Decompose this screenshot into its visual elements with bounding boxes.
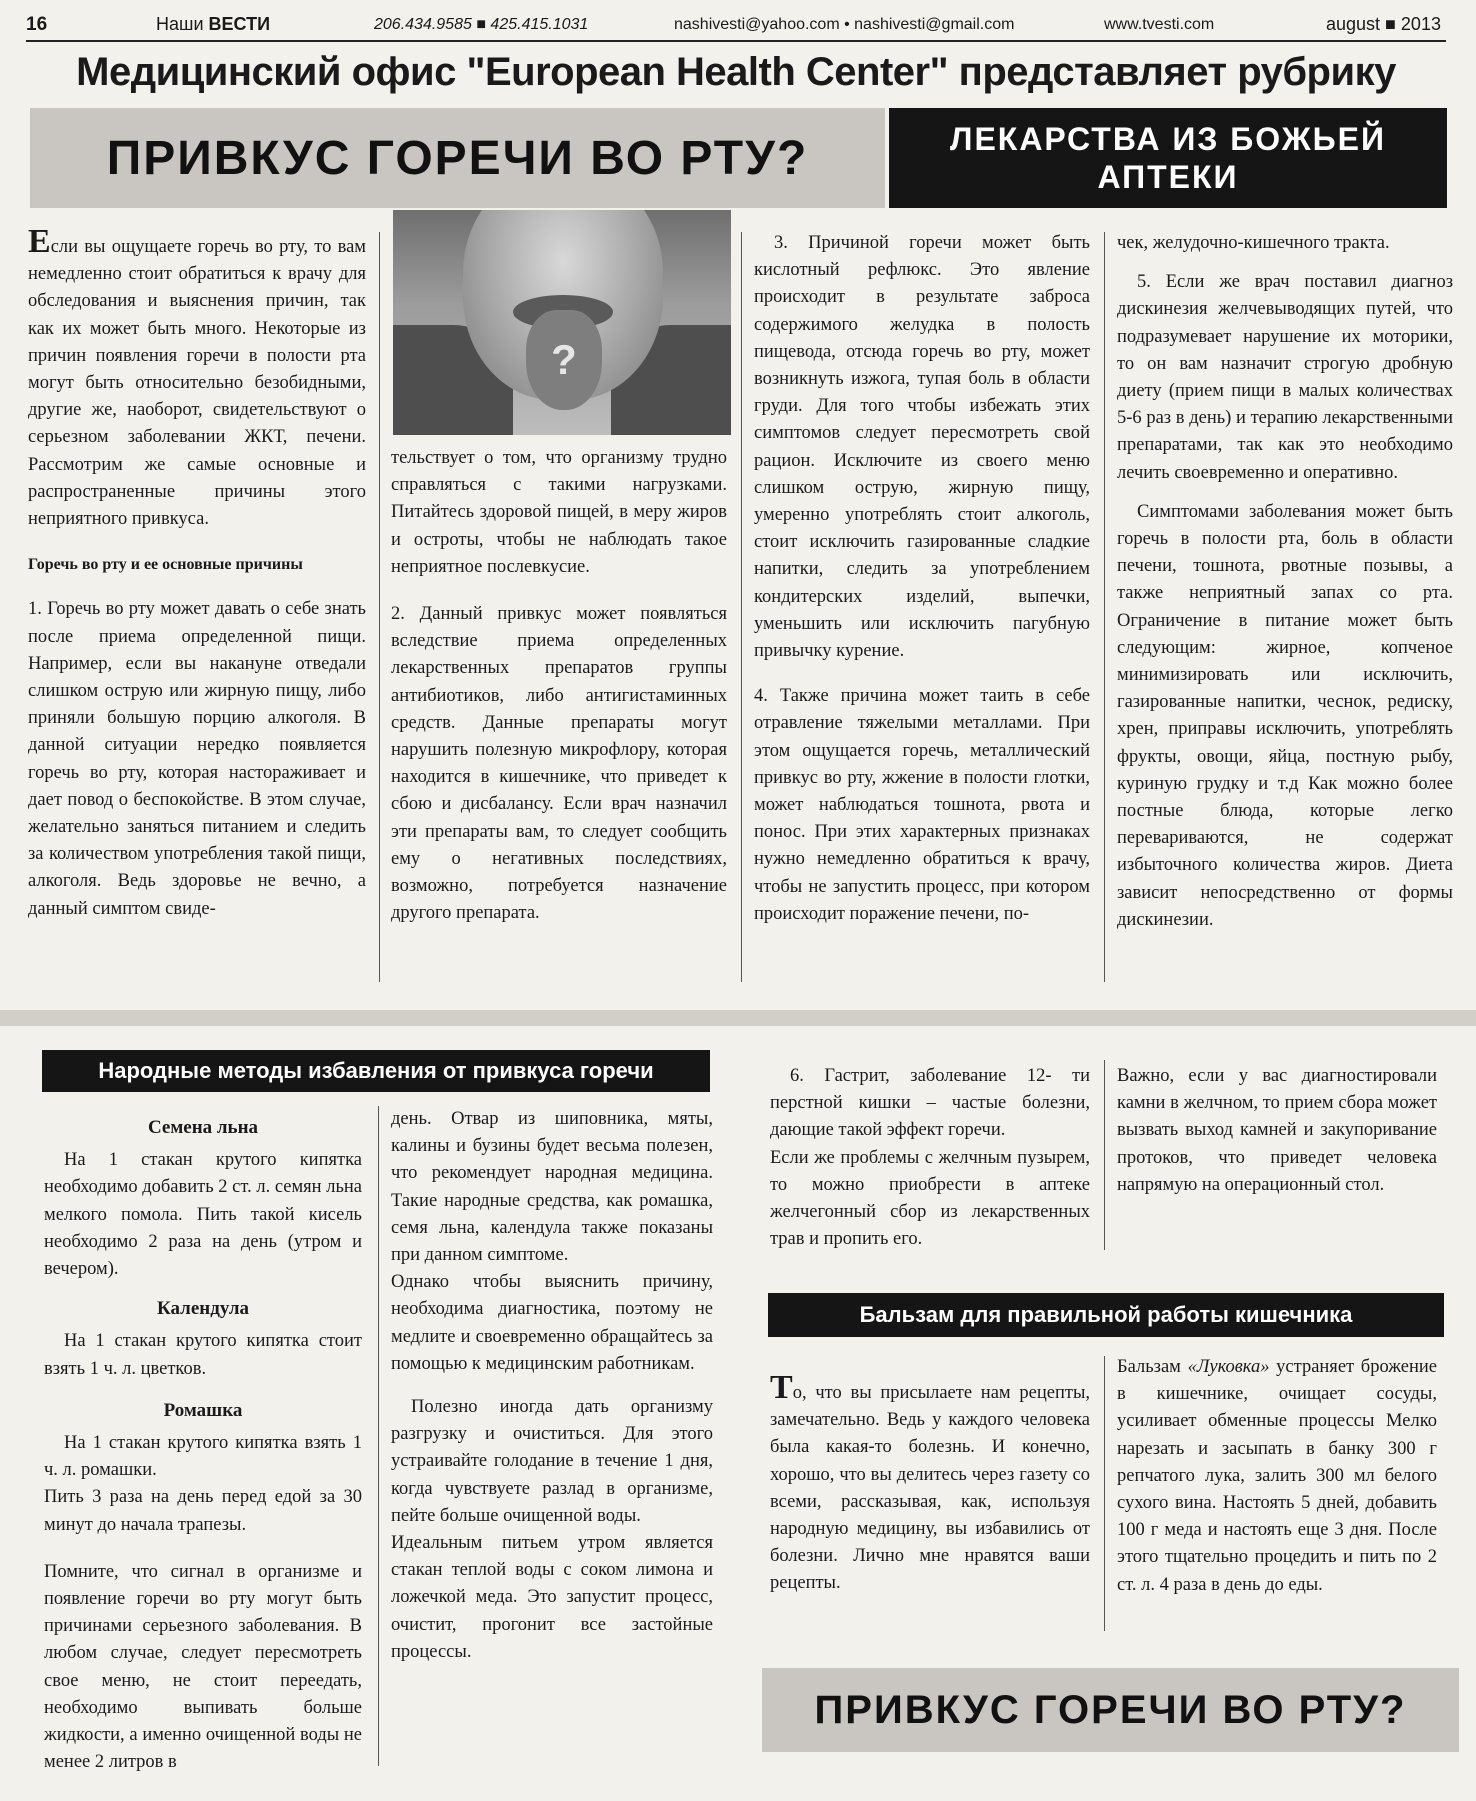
publication-name-part1: Наши [156, 14, 209, 34]
symptoms-paragraph: Симптомами заболевания может быть горечь в полости рта, боль в области печени, тошнота, рвотные позывы, а также неприятный запах со рта. Ограничение в питание может быть следующим: жирное, копченое минимизировать или исключить, газированные напитки, чеснок, редиску, хрен, приправы исключить, употреблять фрукты, овощи, яйца, постную рыбу, куриную грудку и т.д Как можно более постные блюда, которые легко перевариваются, не содержат избыточного количества жиров. Диета зависит непосредственно от формы дискинезии. [1117, 501, 1453, 930]
balsam-dropcap: Т [770, 1369, 793, 1406]
column-rule [378, 1106, 379, 1766]
page-fold-divider [0, 1010, 1476, 1026]
herb-heading-calendula: Календула [156, 1298, 250, 1320]
intro-dropcap: Е [28, 223, 51, 260]
intro-paragraph [28, 223, 366, 533]
balsam-column-2 [1117, 1354, 1437, 1611]
issue-date: august ■ 2013 [1326, 14, 1441, 34]
herb-heading-flax: Семена льна [147, 1117, 259, 1138]
herb-text-flax: На 1 стакан крутого кипятка необходимо добавить 2 ст. л. семян льна мелкого помола. Пить такой кисель необходимо 2 раза на день (утром и вечером). [44, 1150, 362, 1280]
page-number: 16 [26, 14, 48, 35]
phone-numbers: 206.434.9585 ■ 425.415.1031 [374, 16, 589, 33]
page-header [26, 14, 1446, 38]
cause-2: 2. Данный привкус может появляться вследствие приема определенных лекарственных препаратов группы антибиотиков, либо антигистаминных средств. Данные препараты могут нарушить полезную микрофлору, которая находится в кишечнике, что приведет к сбою и дисбалансу. Если врач назначил эти препараты вам, то следует сообщить ему о негативных последствиях, возможно, потребуется назначение другого препарата. [391, 604, 727, 924]
column-rule [1104, 1060, 1105, 1250]
lower-column-4 [1117, 1063, 1437, 1211]
rubric-banner [889, 108, 1447, 208]
article-subhead: Горечь во рту и ее основные причины [28, 556, 303, 574]
gallbladder-paragraph: Если же проблемы с желчным пузырем, то можно приобрести в аптеке желчегонный сбор из лекарственных трав и пропить его. [770, 1147, 1090, 1250]
herb-text-chamomile: На 1 стакан крутого кипятка взять 1 ч. л. ромашки. [44, 1433, 362, 1481]
publication-name [156, 14, 270, 35]
article-column-4 [1117, 230, 1453, 946]
folk-column-1 [44, 1106, 362, 1788]
cause-1: 1. Горечь во рту может давать о себе знать после приема определенной пищи. Например, если вы накануне отведали слишком острую или жирную пищу, либо приняли большую порцию алкоголя. В данной ситуации нередко появляется горечь во рту, которая настораживает и дает повод о беспокойстве. В этом случае, желательно заняться питанием и следить за количеством употребления такой пищи, алкоголя. Ведь здоровье не вечно, а данный симптом свиде- [28, 599, 366, 919]
cause-5: 5. Если же врач поставил диагноз дискинезия желчевыводящих путей, что подразумевает нарушение их моторики, то он вам назначит строгую дробную диету (прием пищи в малых количествах 5-6 раз в день) и терапию лекарственными препаратами, так как это необходимо лечить своевременно и оперативно. [1117, 272, 1453, 483]
balsam-intro-text: о, что вы присылаете нам рецепты, замечательно. Ведь у каждого человека была какая-то болезнь. И конечно, хорошо, что вы делитесь через газету со всеми, рассказывая, как, используя народную медицину, вы избавились от болезни. Лично мне нравятся ваши рецепты. [770, 1383, 1090, 1594]
column-rule [1104, 1356, 1105, 1631]
balsam-recipe-rest: устраняет брожение в кишечнике, очищает сосуды, усиливает обменные процессы Мелко нарезать и засыпать в банку 300 г репчатого лука, залить 300 мл белого сухого вина. Настоять 5 дней, добавить 100 г меда и настоять еще 3 дня. После этого тщательно процедить и пить по 2 ст. л. 4 раза в день до еды. [1117, 1357, 1437, 1595]
folk-methods-title: Народные методы избавления от привкуса горечи [42, 1050, 710, 1092]
cause-4: 4. Также причина может таить в себе отравление тяжелыми металлами. При этом ощущается горечь, металлический привкус во рту, жжение в полости глотки, может наблюдаться тошнота, рвота и понос. При этих характерных признаках нужно немедленно обратиться к врачу, чтобы не запустить процесс, при котором происходит поражение печени, по- [754, 686, 1090, 924]
column-rule [1104, 232, 1105, 982]
gallstones-warning: Важно, если у вас диагностировали камни в желчном, то прием сбора может вызвать выход камней и закупоривание протоков, что приведет человека напрямую на операционный стол. [1117, 1066, 1437, 1195]
cause-6: 6. Гастрит, заболевание 12- ти перстной кишки – частые болезни, дающие такой эффект горечи. [770, 1066, 1090, 1141]
lower-column-3 [770, 1063, 1090, 1265]
cause-1-continued: тельствует о том, что организму трудно справляться с такими нагрузками. Питайтесь здоровой пищей, в меру жиров и остроты, чтобы не наблюдать такое неприятное послевкусие. [391, 448, 727, 577]
question-mark: ? [551, 336, 577, 383]
folk-reminder: Помните, что сигнал в организме и появление горечи во рту могут быть причинами серьезного заболевания. В любом случае, следует пересмотреть свое меню, не стоит переедать, необходимо выпивать больше жидкости, а именно очищенной воды не менее 2 литров в [44, 1561, 362, 1773]
balsam-recipe [1117, 1354, 1437, 1599]
photo-tongue [526, 310, 602, 410]
column-rule [741, 232, 742, 982]
herb-heading-chamomile: Ромашка [163, 1399, 243, 1421]
publication-name-part2: ВЕСТИ [208, 14, 271, 34]
balsam-name: «Луковка» [1187, 1357, 1270, 1377]
rubric-line-2: АПТЕКИ [1097, 159, 1239, 195]
website: www.tvesti.com [1104, 16, 1215, 33]
bottom-headline-banner: ПРИВКУС ГОРЕЧИ ВО РТУ? [762, 1668, 1459, 1752]
cause-4-continued: чек, желудочно-кишечного тракта. [1117, 233, 1390, 253]
balsam-intro [770, 1369, 1090, 1598]
folk-column-2 [391, 1106, 713, 1678]
header-rule [26, 40, 1446, 42]
column-rule [379, 232, 380, 982]
folk-diagnosis: Однако чтобы выяснить причину, необходима диагностика, поэтому не медлите и своевременно обращайтесь за помощью к медицинским работникам. [391, 1272, 713, 1374]
balsam-recipe-start: Бальзам [1117, 1357, 1188, 1377]
balsam-title: Бальзам для правильной работы кишечника [768, 1293, 1444, 1337]
herb-text-calendula: На 1 стакан крутого кипятка стоит взять 1 ч. л. цветков. [44, 1331, 362, 1379]
article-column-2 [391, 445, 727, 939]
section-supertitle: Медицинский офис "European Health Center" представляет рубрику [76, 50, 1396, 94]
email-addresses: nashivesti@yahoo.com • nashivesti@gmail.com [674, 16, 1015, 33]
folk-decoction: день. Отвар из шиповника, мяты, калины и бузины будет весьма полезен, что рекомендует народная медицина. Такие народные средства, как ромашка, семя льна, календула также показаны при данном симптоме. [391, 1109, 713, 1266]
intro-text: сли вы ощущаете горечь во рту, то вам немедленно стоит обратиться к врачу для обследования и выяснения причин, так как их может быть много. Некоторые из причин появления горечи в полости рта могут быть относительно безобидными, другие же, наоборот, свидетельствуют о серьезном заболевании ЖКТ, печени. Рассмотрим же самые основные и распространенные причины этого неприятного привкуса. [28, 237, 366, 530]
herb-text-chamomile-2: Пить 3 раза на день перед едой за 30 минут до начала трапезы. [44, 1487, 362, 1535]
balsam-column-1 [770, 1369, 1090, 1610]
headline-banner: ПРИВКУС ГОРЕЧИ ВО РТУ? [30, 108, 885, 208]
rubric-line-1: ЛЕКАРСТВА ИЗ БОЖЬЕЙ [949, 121, 1387, 157]
tongue-photo [393, 210, 731, 435]
article-column-3 [754, 230, 1090, 940]
article-column-1 [28, 223, 366, 935]
folk-fasting: Полезно иногда дать организму разгрузку и очиститься. Для этого устраивайте голодание в течение 1 дня, когда чувствуете разлад в организме, пейте больше очищенной воды. [391, 1397, 713, 1526]
cause-3: 3. Причиной горечи может быть кислотный рефлюкс. Это явление происходит в результате заброса содержимого желудка в полость пищевода, отсюда горечь во рту, может возникнуть изжога, тупая боль в области груди. Для того чтобы избежать этих симптомов следует пересмотреть свой рацион. Исключите из своего меню слишком острую, жирную пищу, умеренно употреблять стоит алкоголь, стоит исключить газированные сладкие напитки, следить за употреблением кондитерских изделий, выпечки, уменьшить или исключить пагубную привычку курение. [754, 233, 1090, 662]
folk-morning-drink: Идеальным питьем утром является стакан теплой воды с соком лимона и ложечкой меда. Это запустит процесс, очистит, прогонит все застойные процессы. [391, 1533, 713, 1662]
